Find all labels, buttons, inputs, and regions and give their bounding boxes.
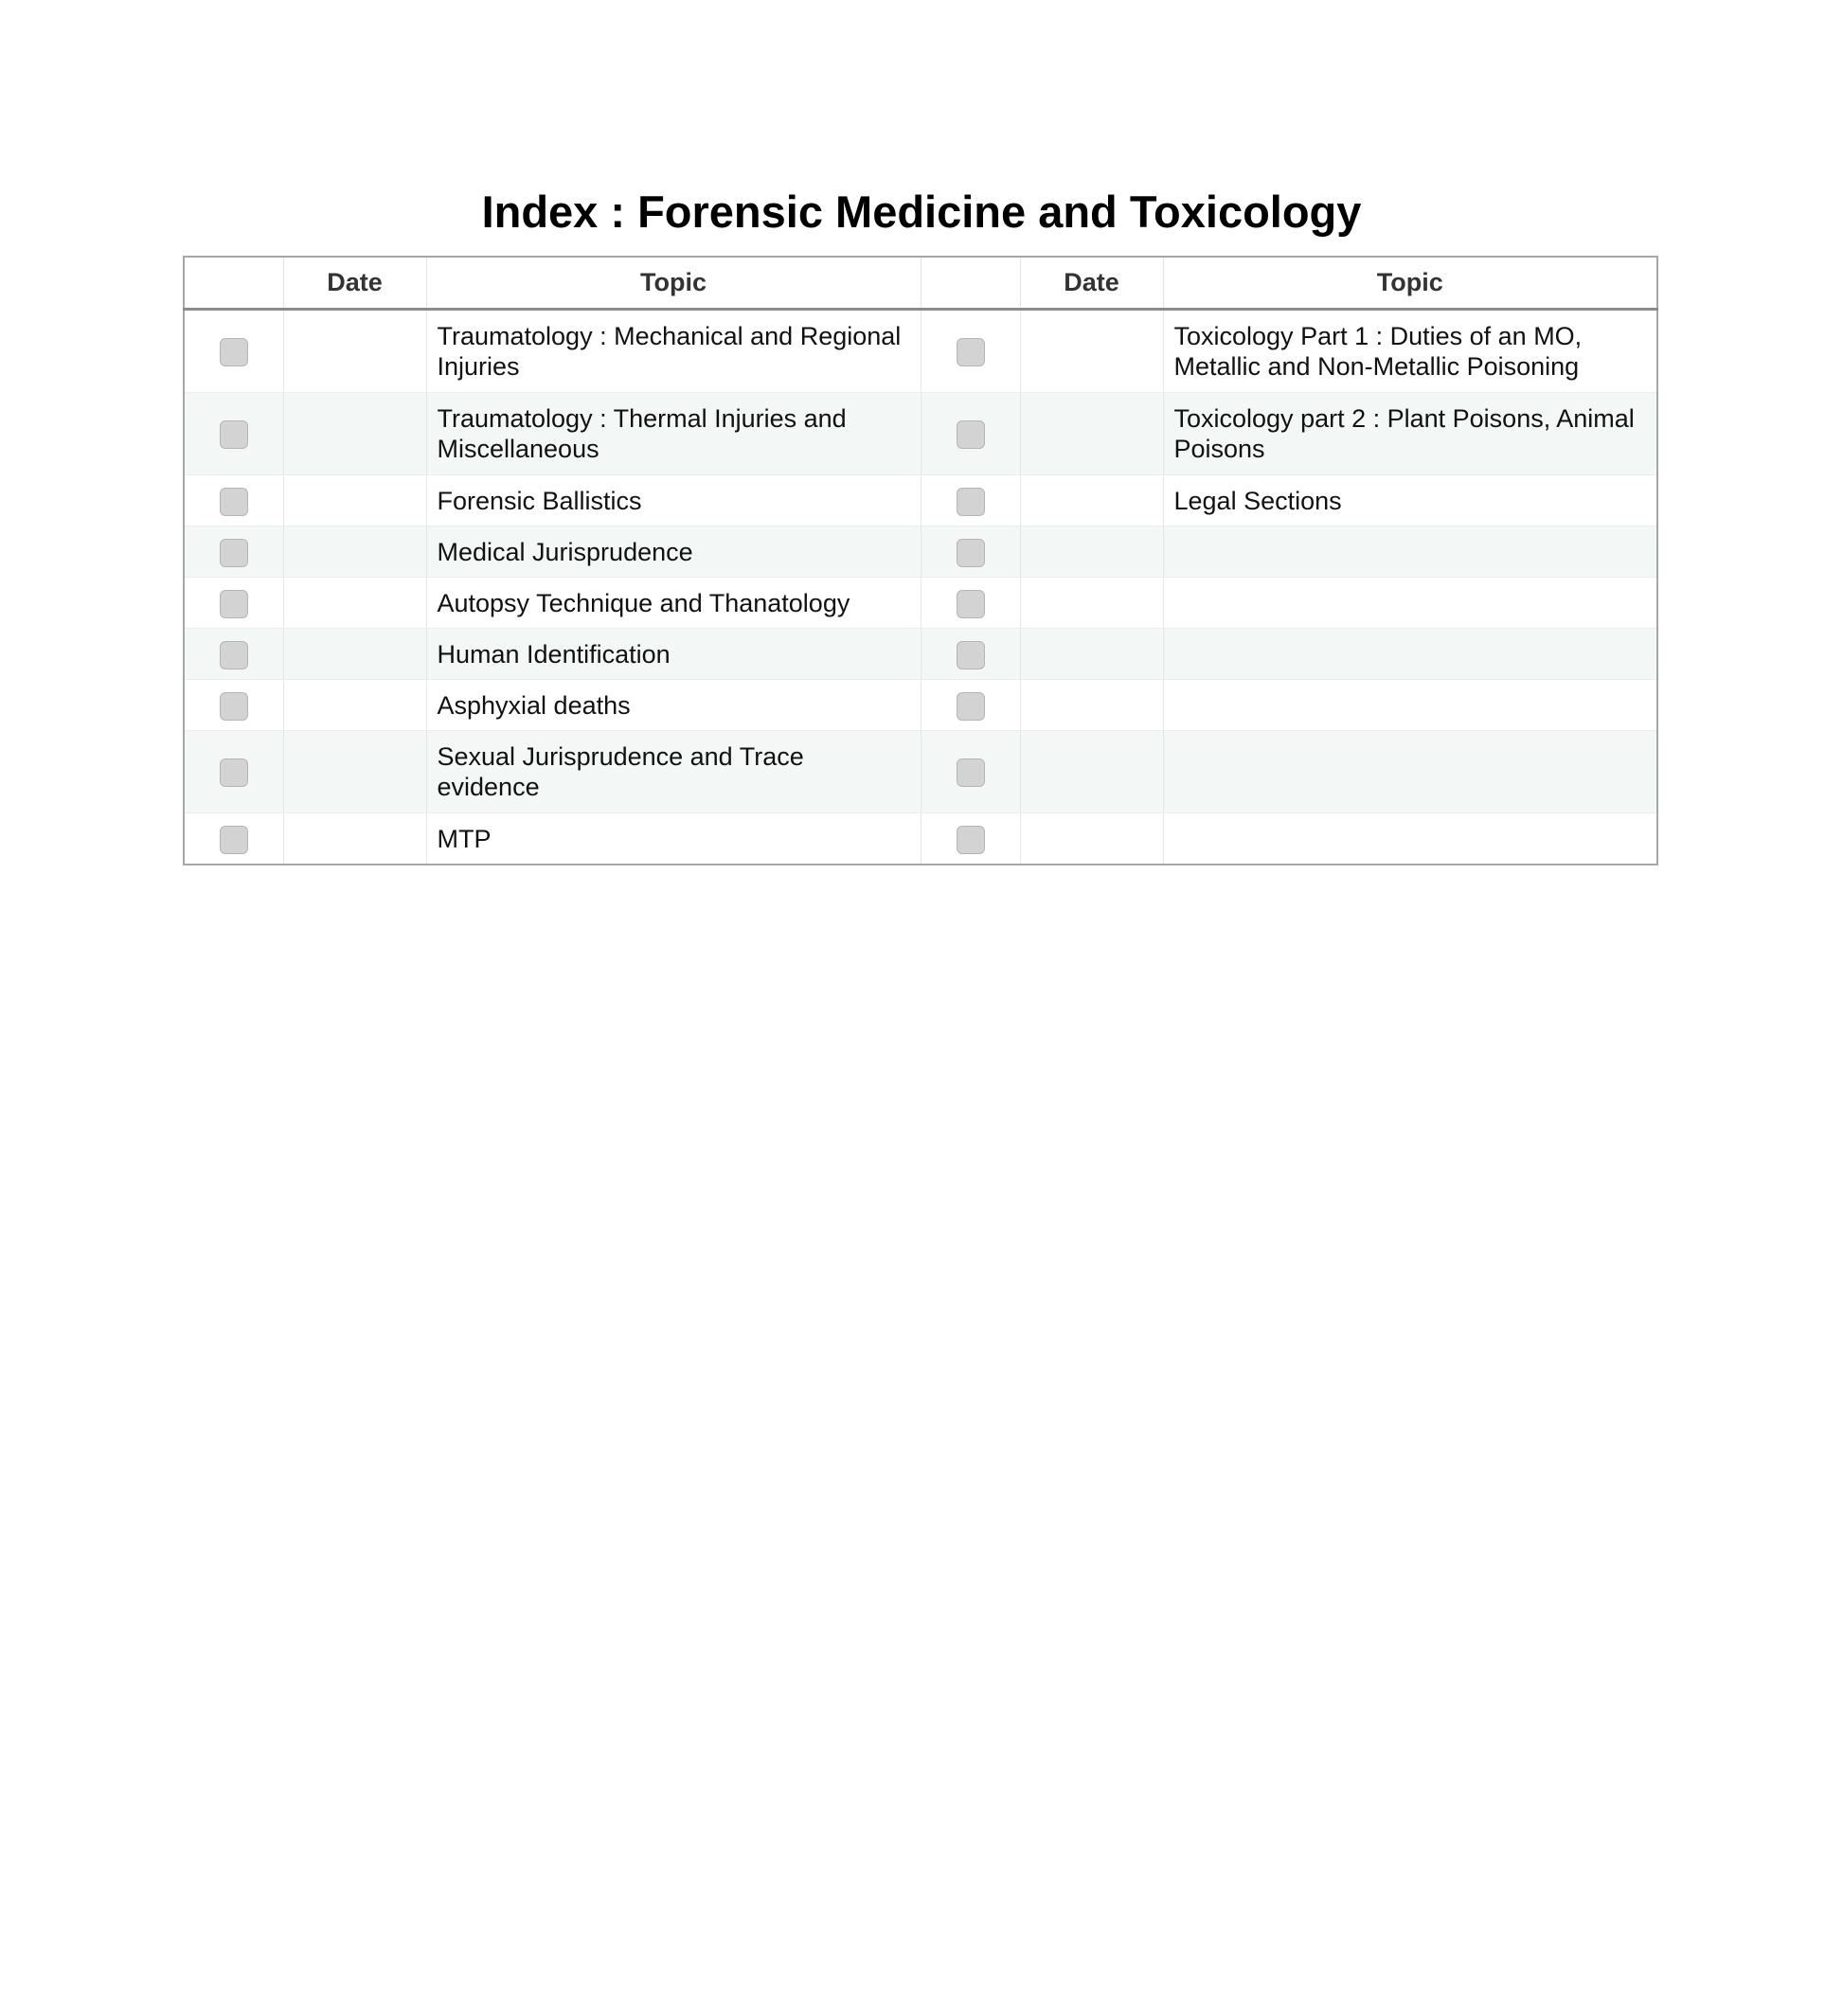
right-check-header bbox=[921, 257, 1020, 310]
left-check-cell bbox=[184, 629, 283, 680]
table-row bbox=[184, 310, 1657, 393]
right-topic-cell bbox=[1163, 813, 1657, 865]
right-date-cell[interactable] bbox=[1020, 813, 1163, 865]
left-topic-cell: Asphyxial deaths bbox=[426, 680, 921, 731]
right-topic-cell bbox=[1163, 680, 1657, 731]
left-checkbox[interactable] bbox=[220, 338, 248, 366]
right-checkbox[interactable] bbox=[957, 692, 985, 721]
right-check-cell bbox=[921, 393, 1020, 475]
left-check-cell bbox=[184, 813, 283, 865]
right-checkbox[interactable] bbox=[957, 641, 985, 669]
table-row bbox=[184, 475, 1657, 526]
left-topic-cell: Human Identification bbox=[426, 629, 921, 680]
left-checkbox[interactable] bbox=[220, 758, 248, 787]
left-checkbox[interactable] bbox=[220, 488, 248, 516]
left-check-cell bbox=[184, 475, 283, 526]
left-date-cell[interactable] bbox=[283, 813, 426, 865]
table-row bbox=[184, 526, 1657, 578]
left-topic-cell: Medical Jurisprudence bbox=[426, 526, 921, 578]
left-checkbox[interactable] bbox=[220, 420, 248, 449]
left-date-cell[interactable] bbox=[283, 629, 426, 680]
left-topic-header: Topic bbox=[426, 257, 921, 310]
right-topic-cell: Toxicology Part 1 : Duties of an MO, Metallic and Non-Metallic Poisoning bbox=[1163, 310, 1657, 393]
page-title: Index : Forensic Medicine and Toxicology bbox=[481, 187, 1362, 237]
left-date-cell[interactable] bbox=[283, 310, 426, 393]
left-check-cell bbox=[184, 578, 283, 629]
right-topic-cell: Toxicology part 2 : Plant Poisons, Animal Poisons bbox=[1163, 393, 1657, 475]
left-date-cell[interactable] bbox=[283, 393, 426, 475]
left-check-cell bbox=[184, 310, 283, 393]
table-row bbox=[184, 813, 1657, 865]
right-topic-cell bbox=[1163, 629, 1657, 680]
left-date-cell[interactable] bbox=[283, 475, 426, 526]
right-topic-header: Topic bbox=[1163, 257, 1657, 310]
right-topic-cell bbox=[1163, 731, 1657, 813]
right-topic-cell bbox=[1163, 526, 1657, 578]
left-date-cell[interactable] bbox=[283, 526, 426, 578]
right-check-cell bbox=[921, 629, 1020, 680]
table-row bbox=[184, 393, 1657, 475]
left-topic-cell: Autopsy Technique and Thanatology bbox=[426, 578, 921, 629]
left-topic-cell: Forensic Ballistics bbox=[426, 475, 921, 526]
table-row bbox=[184, 731, 1657, 813]
left-topic-cell: MTP bbox=[426, 813, 921, 865]
left-date-cell[interactable] bbox=[283, 731, 426, 813]
right-check-cell bbox=[921, 680, 1020, 731]
left-checkbox[interactable] bbox=[220, 692, 248, 721]
right-date-cell[interactable] bbox=[1020, 578, 1163, 629]
left-checkbox[interactable] bbox=[220, 590, 248, 618]
right-check-cell bbox=[921, 578, 1020, 629]
table-row bbox=[184, 680, 1657, 731]
right-checkbox[interactable] bbox=[957, 338, 985, 366]
right-check-cell bbox=[921, 813, 1020, 865]
left-date-cell[interactable] bbox=[283, 578, 426, 629]
left-topic-cell: Sexual Jurisprudence and Trace evidence bbox=[426, 731, 921, 813]
right-checkbox[interactable] bbox=[957, 826, 985, 854]
right-check-cell bbox=[921, 310, 1020, 393]
right-check-cell bbox=[921, 526, 1020, 578]
right-date-cell[interactable] bbox=[1020, 475, 1163, 526]
right-checkbox[interactable] bbox=[957, 539, 985, 567]
left-check-cell bbox=[184, 393, 283, 475]
left-check-cell bbox=[184, 731, 283, 813]
right-checkbox[interactable] bbox=[957, 758, 985, 787]
left-checkbox[interactable] bbox=[220, 641, 248, 669]
right-topic-cell bbox=[1163, 578, 1657, 629]
right-date-cell[interactable] bbox=[1020, 680, 1163, 731]
right-check-cell bbox=[921, 731, 1020, 813]
right-date-cell[interactable] bbox=[1020, 393, 1163, 475]
left-date-header: Date bbox=[283, 257, 426, 310]
table-row bbox=[184, 629, 1657, 680]
left-checkbox[interactable] bbox=[220, 826, 248, 854]
right-date-cell[interactable] bbox=[1020, 310, 1163, 393]
right-date-cell[interactable] bbox=[1020, 731, 1163, 813]
right-checkbox[interactable] bbox=[957, 420, 985, 449]
right-date-cell[interactable] bbox=[1020, 526, 1163, 578]
right-date-cell[interactable] bbox=[1020, 629, 1163, 680]
right-date-header: Date bbox=[1020, 257, 1163, 310]
right-checkbox[interactable] bbox=[957, 488, 985, 516]
table-header-row bbox=[184, 257, 1657, 310]
table-row bbox=[184, 578, 1657, 629]
left-checkbox[interactable] bbox=[220, 539, 248, 567]
left-check-header bbox=[184, 257, 283, 310]
left-topic-cell: Traumatology : Thermal Injuries and Miscellaneous bbox=[426, 393, 921, 475]
left-check-cell bbox=[184, 526, 283, 578]
left-date-cell[interactable] bbox=[283, 680, 426, 731]
left-check-cell bbox=[184, 680, 283, 731]
right-topic-cell: Legal Sections bbox=[1163, 475, 1657, 526]
left-topic-cell: Traumatology : Mechanical and Regional Injuries bbox=[426, 310, 921, 393]
right-checkbox[interactable] bbox=[957, 590, 985, 618]
index-table bbox=[183, 256, 1658, 865]
right-check-cell bbox=[921, 475, 1020, 526]
